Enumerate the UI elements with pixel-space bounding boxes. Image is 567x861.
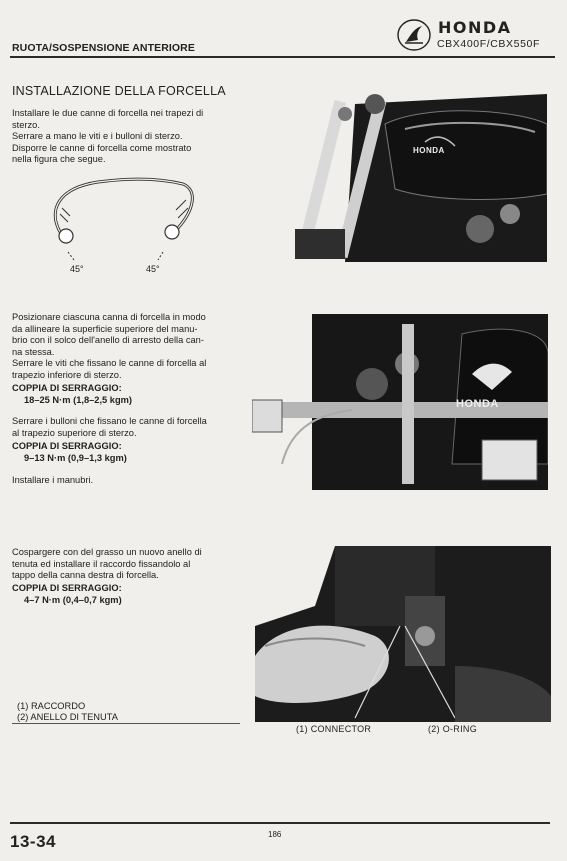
legend-item-anello: (2) ANELLO DI TENUTA bbox=[17, 712, 118, 722]
instruction-step-2: Posizionare ciascuna canna di forcella in modo da allineare la superficie superiore del manu- brio con il solco dell'anello di arresto della can- na stessa. Serrare le viti che fissano le canne di forcella al trapezio inferiore di sterzo. bbox=[12, 312, 207, 380]
photo-handlebar-installation bbox=[252, 314, 548, 490]
page-id: 13-34 bbox=[10, 832, 56, 851]
model-name: CBX400F/CBX550F bbox=[437, 38, 540, 50]
page-number: 186 bbox=[268, 830, 282, 839]
honda-wing-logo-icon bbox=[396, 18, 432, 52]
instruction-step-3: Serrare i bulloni che fissano le canne di forcella al trapezio superiore di sterzo. bbox=[12, 416, 207, 438]
torque-value-3: 4–7 N·m (0,4–0,7 kgm) bbox=[24, 595, 122, 605]
torque-value-2: 9–13 N·m (0,9–1,3 kgm) bbox=[24, 453, 127, 463]
photo-connector-installation bbox=[255, 546, 551, 722]
tank-logo-text-2: HONDA bbox=[456, 398, 499, 410]
header-divider bbox=[10, 56, 555, 58]
angle-label-left: 45° bbox=[70, 264, 84, 274]
fork-angle-diagram bbox=[38, 170, 208, 280]
instruction-step-4: Installare i manubri. bbox=[12, 475, 94, 485]
photo-caption-connector: (1) CONNECTOR bbox=[296, 724, 372, 734]
instruction-step-1: Installare le due canne di forcella nei trapezi di sterzo. Serrare a mano le viti e i bulloni di sterzo. Disporre le canne di forcella come mostrato nella figura che segue. bbox=[12, 108, 204, 165]
instruction-step-5: Cospargere con del grasso un nuovo anello di tenuta ed installare il raccordo fissandolo al tappo della canna destra di forcella. bbox=[12, 547, 202, 581]
legend-divider bbox=[12, 723, 240, 724]
photo-caption-o-ring: (2) O-RING bbox=[428, 724, 477, 734]
footer-divider bbox=[10, 822, 550, 824]
legend-item-raccordo: (1) RACCORDO bbox=[17, 701, 86, 711]
torque-label-2: COPPIA DI SERRAGGIO: bbox=[12, 441, 122, 451]
section-title: RUOTA/SOSPENSIONE ANTERIORE bbox=[12, 42, 195, 54]
page-title: INSTALLAZIONE DELLA FORCELLA bbox=[12, 84, 226, 98]
brand-name: HONDA bbox=[438, 18, 512, 37]
angle-label-right: 45° bbox=[146, 264, 160, 274]
photo-fork-installation bbox=[285, 84, 547, 262]
torque-label-3: COPPIA DI SERRAGGIO: bbox=[12, 583, 122, 593]
tank-logo-text-1: HONDA bbox=[413, 146, 445, 155]
torque-value-1: 18–25 N·m (1,8–2,5 kgm) bbox=[24, 395, 133, 405]
torque-label-1: COPPIA DI SERRAGGIO: bbox=[12, 383, 122, 393]
